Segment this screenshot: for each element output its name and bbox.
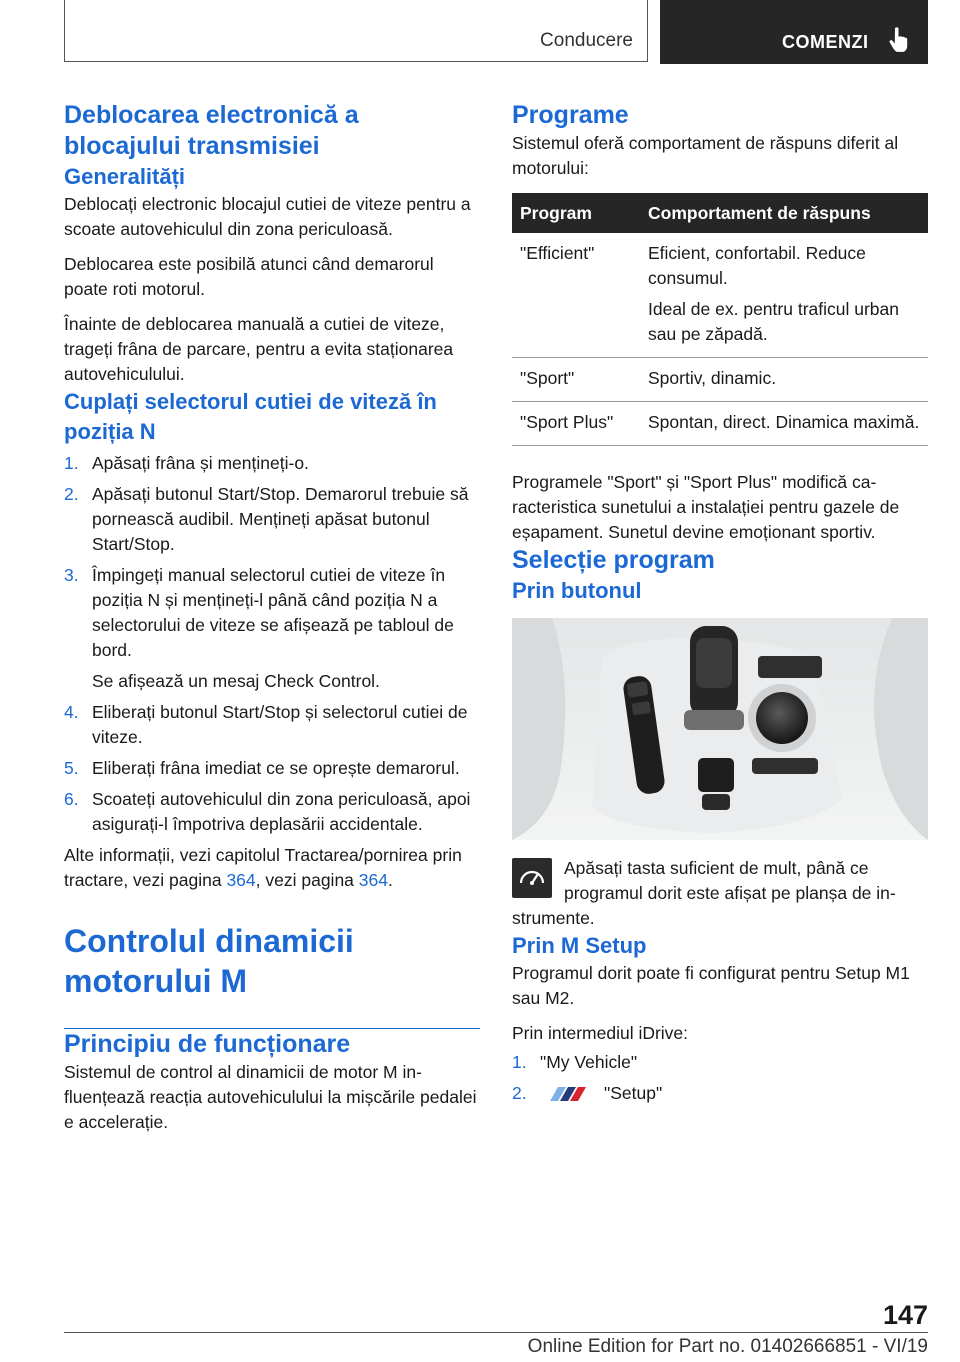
section-label: Conducere xyxy=(540,30,633,51)
table-header: Comportament de răspuns xyxy=(640,193,928,233)
section-title-rule xyxy=(64,921,480,1029)
msetup-paragraph-2: Prin intermediul iDrive: xyxy=(512,1023,689,1043)
programs-heading: Programe xyxy=(512,101,629,129)
table-row: "Sport Plus" Spontan, direct. Dinamica maximă. xyxy=(512,402,928,446)
table-header-row xyxy=(512,193,928,233)
more-info-paragraph: Alte informații, vezi capitolul Tractarea/pornirea prin tractare, vezi pagina 364, vezi pagina 364. xyxy=(64,845,462,890)
msetup-heading: Prin M Setup xyxy=(512,933,647,958)
hand-pointer-icon xyxy=(888,26,910,54)
driving-dynamics-control-icon xyxy=(512,858,552,898)
m-dynamics-title: Controlul dinamicii motorului M xyxy=(64,923,354,999)
list-item: 1. "My Vehicle" xyxy=(512,1052,638,1072)
section-tab xyxy=(64,0,648,62)
list-item: 4. Eliberați butonul Start/Stop și selectorul cutiei de viteze. xyxy=(64,702,468,747)
general-paragraph-3: Înainte de deblocarea manuală a cutiei de viteze, trageți frâna de parcare, pentru a evita staționarea autovehiculului. xyxy=(64,314,454,384)
general-paragraph-2: Deblocarea este posibilă atunci când demarorul poate roti motorul. xyxy=(64,254,434,299)
selection-heading: Selecție program xyxy=(512,546,715,574)
principle-paragraph: Sistemul de control al dinamicii de motor M influențează reacția autovehiculului la mișcările pedalei e accelerație. xyxy=(64,1062,477,1133)
table-header: Program xyxy=(512,193,640,233)
edition-label: Online Edition for Part no. 01402666851 - VI/19 xyxy=(527,1336,928,1357)
page-link[interactable]: 364 xyxy=(226,870,256,890)
principle-heading: Principiu de funcționare xyxy=(64,1030,351,1059)
programs-intro: Sistemul oferă comportament de răspuns diferit al motorului: xyxy=(512,133,899,178)
table-row: "Sport" Sportiv, dinamic. xyxy=(512,358,928,402)
page-header xyxy=(64,0,928,64)
programs-note: Programele "Sport" și "Sport Plus" modifică caracteristica sunetului a instalației pentru gazele de eșapament. Sunetul devine emoționant sportiv. xyxy=(512,472,900,542)
button-instruction: Apăsați tasta suficient de mult, până ce programul dorit este afișat pe planșa de instrumente. xyxy=(512,858,896,928)
by-button-heading: Prin butonul xyxy=(512,578,642,603)
steps-list xyxy=(64,451,480,837)
list-item: 6. Scoateți autovehiculul din zona periculoasă, apoi asigurați-l împotriva deplasării accidentale. xyxy=(64,789,471,834)
right-column xyxy=(512,100,928,1112)
msetup-steps-list xyxy=(512,1050,928,1106)
general-paragraph-1: Deblocați electronic blocajul cutiei de viteze pentru a scoate autovehiculul din zona periculoasă. xyxy=(64,194,471,239)
chapter-label: COMENZI xyxy=(782,32,869,52)
release-title: Deblocarea electronică a blocajului transmisiei xyxy=(64,101,359,160)
engage-heading: Cuplați selectorul cutiei de viteză în poziția N xyxy=(64,389,437,444)
center-console-photo xyxy=(512,618,928,840)
page-number: 147 xyxy=(882,1300,928,1330)
page-link[interactable]: 364 xyxy=(358,870,388,890)
list-item: 3. Împingeți manual selectorul cutiei de viteze în poziția N și mențineți-l până când poziția N a selectorului de viteze se afișează pe tabloul de bord. Se afișează un mesaj Check Control. xyxy=(64,565,454,691)
list-item: 2. Apăsați butonul Start/Stop. Demarorul trebuie să pornească audibil. Mențineți apăsat butonul Start/Stop. xyxy=(64,484,469,554)
list-item: 5. Eliberați frâna imediat ce se oprește demarorul. xyxy=(64,758,460,778)
left-column xyxy=(64,100,480,1135)
m-stripes-icon xyxy=(540,1085,592,1103)
list-item: 2. "Setup" xyxy=(512,1083,663,1103)
general-heading: Generalități xyxy=(64,164,186,189)
button-note xyxy=(512,856,928,931)
msetup-paragraph-1: Programul dorit poate fi configurat pentru Setup M1 sau M2. xyxy=(512,963,910,1008)
chapter-tab xyxy=(660,0,928,64)
list-item: 1. Apăsați frâna și mențineți-o. xyxy=(64,453,309,473)
programs-table xyxy=(512,193,928,446)
footer-divider xyxy=(64,1332,928,1333)
table-row: "Efficient" Eficient, confortabil. Reduce consumul. Ideal de ex. pentru traficul urban sau pe zăpadă. xyxy=(512,233,928,358)
